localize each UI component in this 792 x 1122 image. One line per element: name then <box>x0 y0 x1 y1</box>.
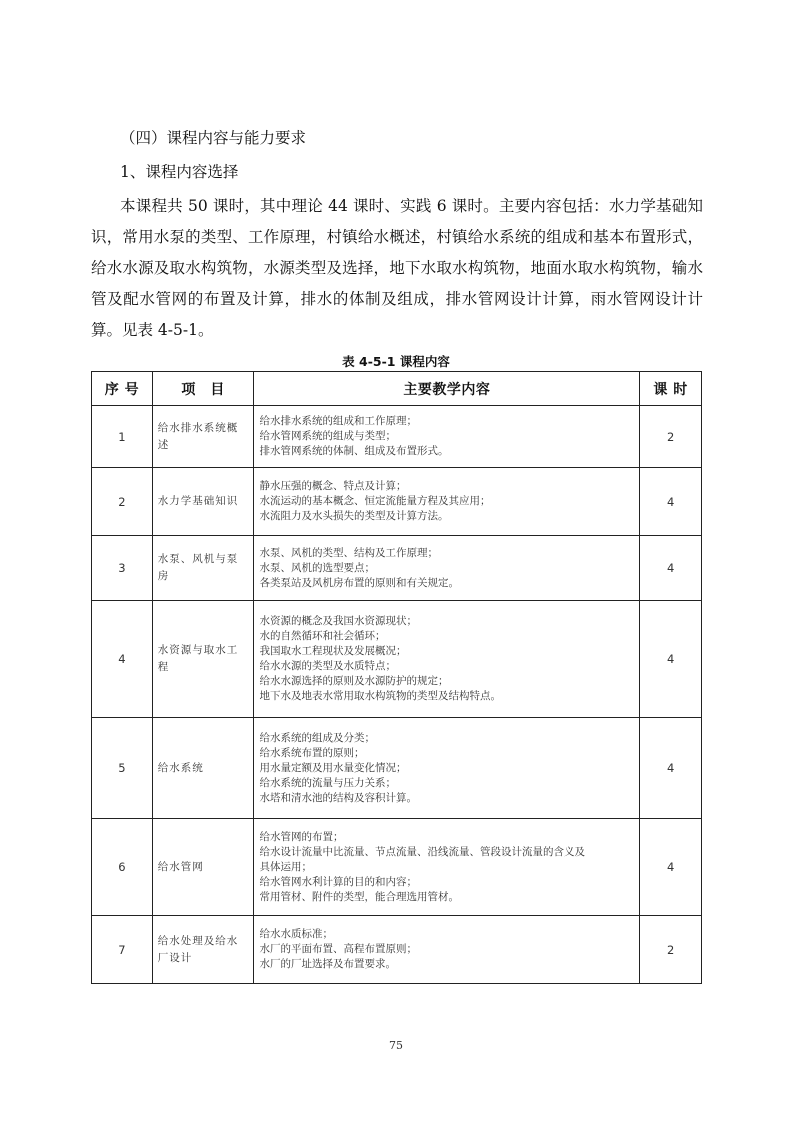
content-line: 水厂的厂址选择及布置要求。 <box>259 958 396 970</box>
content-line: 给水水源的类型及水质特点； <box>259 660 396 672</box>
row-content <box>254 406 640 468</box>
row-item: 给水处理及给水厂设计 <box>152 916 254 984</box>
content-line: 常用管材、附件的类型，能合理选用管材。 <box>259 890 459 903</box>
row-hours: 4 <box>640 536 702 601</box>
content-line: 给水管网水利计算的目的和内容； <box>259 875 417 888</box>
row-content <box>254 536 640 601</box>
row-number: 4 <box>92 601 153 718</box>
content-line: 用水量定额及用水量变化情况； <box>259 761 407 774</box>
row-content <box>254 601 640 718</box>
row-hours: 2 <box>640 916 702 984</box>
content-line: 给水管网系统的组成与类型； <box>259 430 396 442</box>
content-line: 静水压强的概念、特点及计算； <box>259 480 407 492</box>
header-no: 序 号 <box>92 372 153 406</box>
content-line: 给水系统的组成及分类； <box>259 731 375 744</box>
row-content <box>254 718 640 819</box>
content-line: 排水管网系统的体制、组成及布置形式。 <box>259 445 449 457</box>
row-hours: 4 <box>640 468 702 536</box>
table-header-row <box>92 372 702 406</box>
page-number: 75 <box>389 1039 403 1052</box>
content-line: 给水系统的流量与压力关系； <box>259 776 396 789</box>
row-content <box>254 916 640 984</box>
row-hours: 4 <box>640 819 702 916</box>
row-content <box>254 819 640 916</box>
row-hours: 2 <box>640 406 702 468</box>
content-line: 水厂的平面布置、高程布置原则； <box>259 943 417 955</box>
header-content: 主要教学内容 <box>254 372 640 406</box>
content-line: 水资源的概念及我国水资源现状； <box>259 615 417 627</box>
table-row <box>92 718 702 819</box>
section-heading: （四）课程内容与能力要求 <box>120 129 307 147</box>
row-number: 5 <box>92 718 153 819</box>
content-line: 水泵、风机的类型、结构及工作原理； <box>259 546 438 559</box>
body-paragraph: 本课程共 50 课时，其中理论 44 课时、实践 6 课时。主要内容包括：水力学基础知识，常用水泵的类型、工作原理，村镇给水概述，村镇给水系统的组成和基本布置形式，给水水源及取水构筑物，水源类型及选择，地下水取水构筑物，地面水取水构筑物，输水管及配水管网的布置及计算，排水的体制及组成，排水管网设计计算，雨水管网设计计算。见表 4-5-1。 <box>91 197 703 339</box>
row-item: 水力学基础知识 <box>152 468 254 536</box>
course-content-table <box>91 371 702 984</box>
table-row <box>92 819 702 916</box>
content-line: 给水系统布置的原则； <box>259 746 365 759</box>
row-number: 3 <box>92 536 153 601</box>
content-line: 水流运动的基本概念、恒定流能量方程及其应用； <box>259 495 491 507</box>
content-line: 水泵、风机的选型要点； <box>259 561 375 574</box>
content-line: 水塔和清水池的结构及容积计算。 <box>259 791 417 804</box>
row-hours: 4 <box>640 718 702 819</box>
row-item: 水资源与取水工程 <box>152 601 254 718</box>
row-item: 给水系统 <box>152 718 254 819</box>
row-number: 7 <box>92 916 153 984</box>
content-line: 水的自然循环和社会循环； <box>259 630 386 642</box>
header-item: 项 目 <box>152 372 254 406</box>
content-line: 给水水质标准； <box>259 928 333 940</box>
row-item: 给水排水系统概述 <box>152 406 254 468</box>
content-line: 各类泵站及风机房布置的原则和有关规定。 <box>259 576 459 589</box>
content-line: 给水排水系统的组成和工作原理； <box>259 415 417 427</box>
table-row <box>92 536 702 601</box>
content-line: 具体运用； <box>259 860 312 873</box>
content-line: 地下水及地表水常用取水构筑物的类型及结构特点。 <box>259 690 501 702</box>
content-line: 给水管网的布置； <box>259 830 344 843</box>
row-number: 2 <box>92 468 153 536</box>
row-item: 水泵、风机与泵房 <box>152 536 254 601</box>
table-caption: 表 4-5-1 课程内容 <box>342 354 450 369</box>
row-number: 6 <box>92 819 153 916</box>
row-content <box>254 468 640 536</box>
content-line: 水流阻力及水头损失的类型及计算方法。 <box>259 510 449 522</box>
table-row <box>92 601 702 718</box>
header-hours: 课 时 <box>640 372 702 406</box>
table-row <box>92 468 702 536</box>
content-line: 我国取水工程现状及发展概况； <box>259 645 407 657</box>
row-number: 1 <box>92 406 153 468</box>
row-hours: 4 <box>640 601 702 718</box>
content-line: 给水设计流量中比流量、节点流量、沿线流量、管段设计流量的含义及 <box>259 845 585 858</box>
row-item: 给水管网 <box>152 819 254 916</box>
table-row <box>92 406 702 468</box>
table-row <box>92 916 702 984</box>
content-line: 给水水源选择的原则及水源防护的规定； <box>259 675 449 687</box>
subsection-heading: 1、课程内容选择 <box>120 163 239 181</box>
